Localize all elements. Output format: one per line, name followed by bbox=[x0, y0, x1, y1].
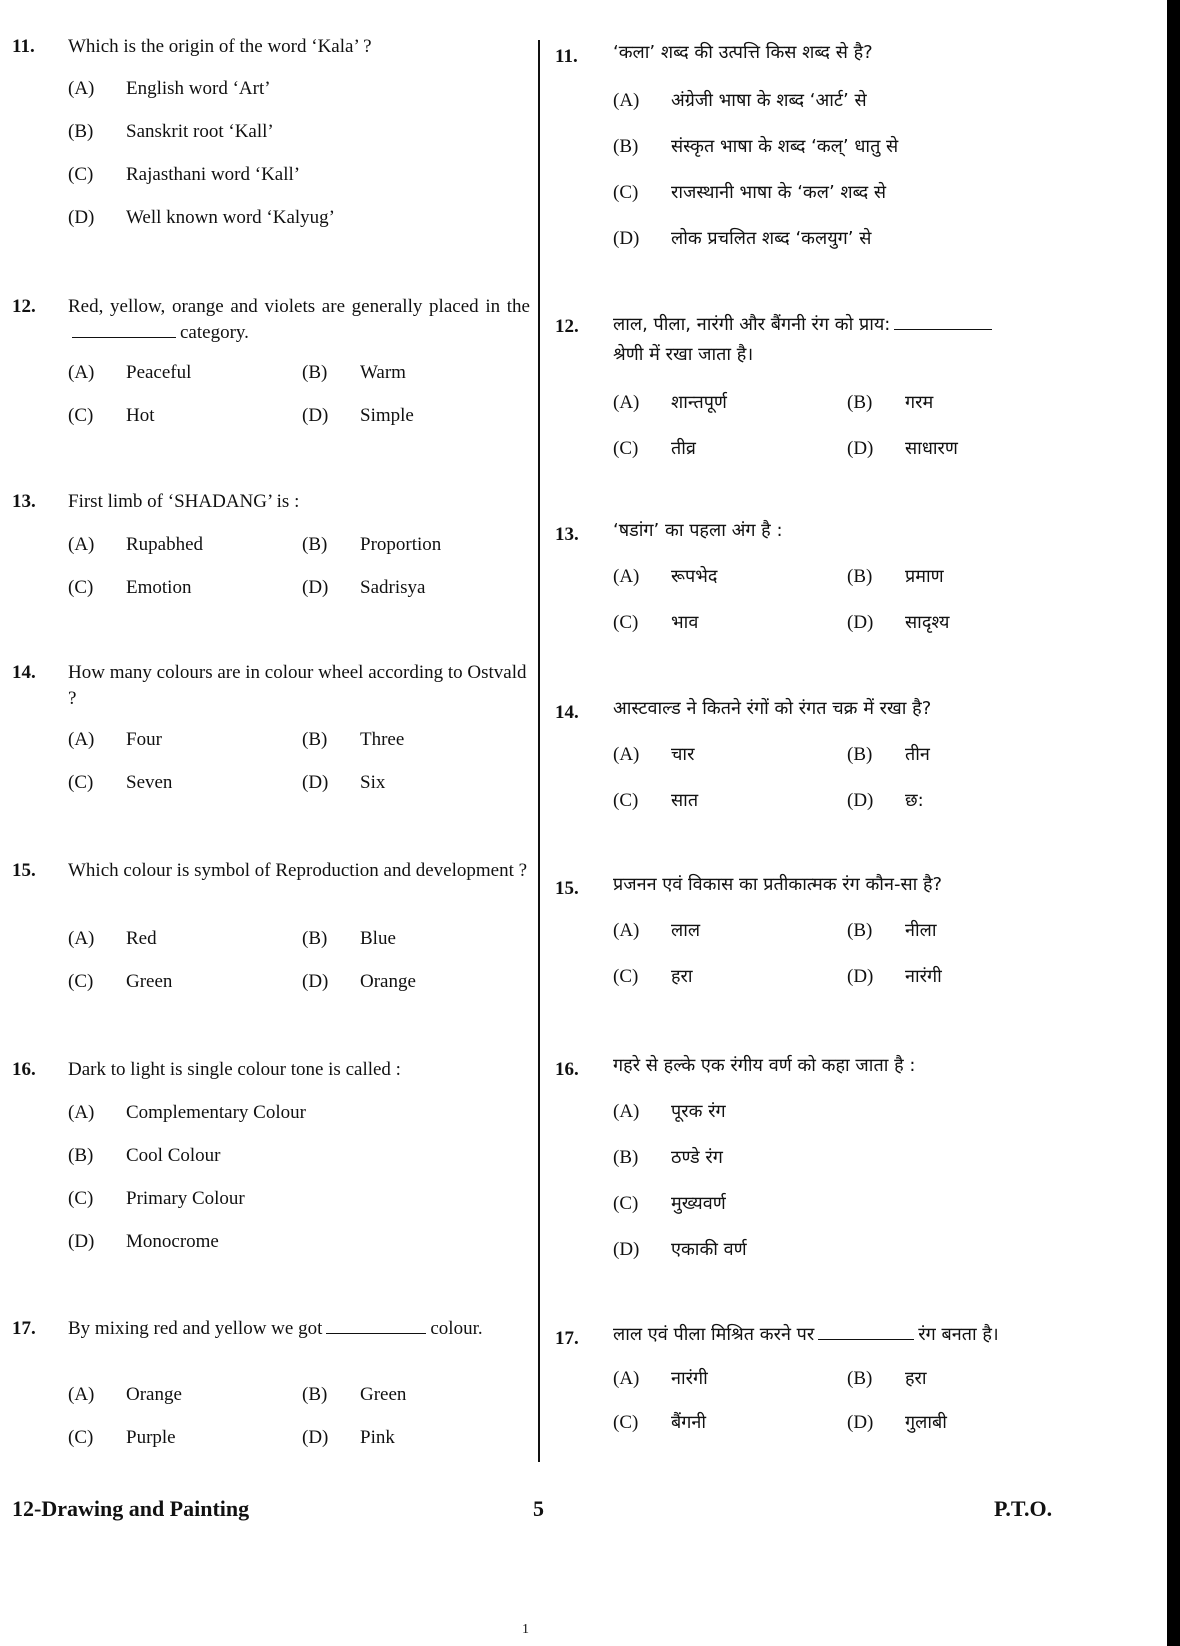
question-stem: How many colours are in colour wheel according to Ostvald ? bbox=[68, 662, 527, 709]
question-stem: लाल, पीला, नारंगी और बैंगनी रंग को प्राय: श्रेणी में रखा जाता है। bbox=[613, 310, 1073, 370]
fill-in-blank bbox=[72, 336, 176, 338]
scan-edge-bar bbox=[1167, 0, 1180, 1646]
stray-mark: 1 bbox=[522, 1622, 529, 1637]
question-number: 11. bbox=[12, 36, 35, 57]
question-17-hi: 17. लाल एवं पीला मिश्रित करने पर रंग बनता है। (A) नारंगी (B) हरा (C) बैंगनी (D) गुलाबी bbox=[555, 1322, 1075, 1452]
question-stem: First limb of ‘SHADANG’ is : bbox=[68, 491, 300, 512]
question-16-hi: 16. गहरे से हल्के एक रंगीय वर्ण को कहा जाता है : (A) पूरक रंग (B) ठण्डे रंग (C) मुख्यवर्ण (D) एकाकी वर्ण bbox=[555, 1053, 1075, 1273]
question-number: 15. bbox=[12, 860, 36, 881]
question-number: 16. bbox=[12, 1059, 36, 1080]
question-12-en: 12. Red, yellow, orange and violets are generally placed in thecategory. (A) Peaceful (B) Warm (C) Hot (D) Simple bbox=[12, 296, 530, 426]
question-15-hi: 15. प्रजनन एवं विकास का प्रतीकात्मक रंग कौन-सा है? (A) लाल (B) नीला (C) हरा (D) नारंगी bbox=[555, 872, 1075, 1002]
question-number: 14. bbox=[12, 662, 36, 683]
question-11-en: 11. Which is the origin of the word ‘Kala’ ? (A) English word ‘Art’ (B) Sanskrit root ‘Kall’ (C) Rajasthani word ‘Kall’ (D) Well known word ‘Kalyug’ bbox=[12, 34, 530, 234]
fill-in-blank bbox=[326, 1332, 426, 1334]
question-stem: Dark to light is single colour tone is called : bbox=[68, 1059, 401, 1080]
question-13-en: 13. First limb of ‘SHADANG’ is : (A) Rupabhed (B) Proportion (C) Emotion (D) Sadrisya bbox=[12, 489, 530, 609]
question-number: 12. bbox=[555, 316, 579, 337]
fill-in-blank bbox=[818, 1338, 914, 1340]
footer-page-number: 5 bbox=[533, 1496, 544, 1521]
question-14-en: 14. How many colours are in colour wheel according to Ostvald ? (A) Four (B) Three (C) Seven (D) Six bbox=[12, 660, 530, 800]
question-stem: Red, yellow, orange and violets are generally placed in thecategory. bbox=[68, 296, 530, 343]
question-number: 13. bbox=[555, 524, 579, 545]
question-stem: प्रजनन एवं विकास का प्रतीकात्मक रंग कौन-सा है? bbox=[613, 874, 943, 895]
footer-pto: P.T.O. bbox=[994, 1496, 1053, 1521]
question-16-en: 16. Dark to light is single colour tone is called : (A) Complementary Colour (B) Cool Colour (C) Primary Colour (D) Monocrome bbox=[12, 1057, 530, 1257]
question-stem: आस्टवाल्ड ने कितने रंगों को रंगत चक्र में रखा है? bbox=[613, 698, 932, 719]
question-number: 16. bbox=[555, 1059, 579, 1080]
question-13-hi: 13. ‘षडांग’ का पहला अंग है : (A) रूपभेद (B) प्रमाण (C) भाव (D) सादृश्य bbox=[555, 518, 1075, 648]
footer-subject: 12-Drawing and Painting bbox=[12, 1496, 250, 1521]
question-stem: लाल एवं पीला मिश्रित करने पर रंग बनता है। bbox=[613, 1324, 999, 1345]
question-stem: Which colour is symbol of Reproduction and development ? bbox=[68, 860, 528, 881]
question-stem: By mixing red and yellow we got colour. bbox=[68, 1318, 483, 1339]
question-17-en: 17. By mixing red and yellow we got colour. (A) Orange (B) Green (C) Purple (D) Pink bbox=[12, 1316, 530, 1456]
question-number: 17. bbox=[555, 1328, 579, 1349]
fill-in-blank bbox=[894, 328, 992, 330]
question-number: 15. bbox=[555, 878, 579, 899]
column-divider bbox=[538, 40, 540, 1462]
question-number: 11. bbox=[555, 46, 578, 67]
question-11-hi: 11. ‘कला’ शब्द की उत्पत्ति किस शब्द से है? (A) अंग्रेजी भाषा के शब्द ‘आर्ट’ से (B) संस्कृत भाषा के शब्द ‘कल्’ धातु से (C) राजस्थानी भाषा के ‘कल’ शब्द से (D) लोक प्रचलित शब्द ‘कलयुग’ से bbox=[555, 40, 1075, 260]
question-15-en: 15. Which colour is symbol of Reproduction and development ? (A) Red (B) Blue (C) Green (D) Orange bbox=[12, 858, 530, 998]
question-stem: गहरे से हल्के एक रंगीय वर्ण को कहा जाता है : bbox=[613, 1055, 916, 1076]
question-stem: Which is the origin of the word ‘Kala’ ? bbox=[68, 36, 372, 57]
question-number: 13. bbox=[12, 491, 36, 512]
question-number: 17. bbox=[12, 1318, 36, 1339]
question-number: 12. bbox=[12, 296, 36, 317]
question-stem: ‘षडांग’ का पहला अंग है : bbox=[613, 520, 783, 541]
question-number: 14. bbox=[555, 702, 579, 723]
question-12-hi: 12. लाल, पीला, नारंगी और बैंगनी रंग को प्राय: श्रेणी में रखा जाता है। (A) शान्तपूर्ण (B) गरम (C) तीव्र (D) साधारण bbox=[555, 310, 1075, 470]
question-stem: ‘कला’ शब्द की उत्पत्ति किस शब्द से है? bbox=[613, 42, 873, 63]
question-14-hi: 14. आस्टवाल्ड ने कितने रंगों को रंगत चक्र में रखा है? (A) चार (B) तीन (C) सात (D) छ: bbox=[555, 696, 1075, 826]
